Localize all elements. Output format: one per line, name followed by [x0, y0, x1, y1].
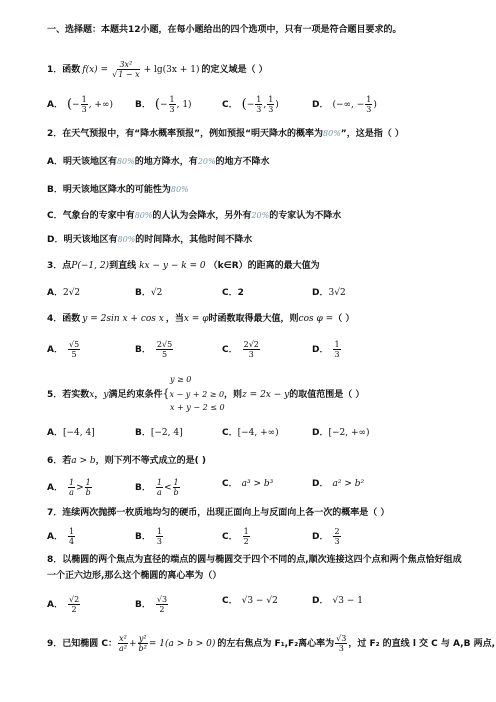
question-7-options	[47, 527, 467, 551]
section-title: 一、选择题：本题共12小题，在每小题给出的四个选项中，只有一项是符合题目要求的。	[47, 25, 402, 35]
question-8-line-1: 8．以椭圆的两个焦点为直径的端点的圆与椭圆交于四个不同的点,顺次连接这四个点和两个焦点恰好组成	[47, 555, 462, 565]
option-b[interactable]: B． $\frac{1}{3}$	[135, 527, 162, 546]
question-6: 6．若a > b，则下列不等式成立的是( )	[47, 456, 207, 466]
question-1-options	[47, 95, 467, 115]
option-c[interactable]: C． ( − $\frac{1}{3}$ , $\frac{1}{3}$ )	[222, 95, 279, 114]
option-b[interactable]: B． $\frac{2√5}{5}$	[135, 340, 173, 359]
question-8-options	[47, 595, 467, 619]
option-d[interactable]: D． 3√2	[312, 288, 346, 298]
constraint-3: x + y − 2 ≤ 0	[170, 403, 225, 412]
question-5-options	[47, 427, 467, 447]
constraint-1: y ≥ 0	[170, 375, 192, 384]
option-d[interactable]: D． (−∞, − $\frac{1}{3}$ )	[312, 95, 377, 114]
option-d[interactable]: D． $\frac{2}{3}$	[312, 527, 340, 546]
option-a[interactable]: A． $\frac{√5}{5}$	[47, 340, 80, 359]
option-c[interactable]: C． √3 − √2	[222, 596, 278, 606]
option-d[interactable]: D． [−2, +∞)	[312, 428, 370, 438]
question-9: 9．已知椭圆 C： $\frac{\text{x²}}{\text{a²}}$ + $\frac{\text{y²}}{\text{b²}}$ = 1(a > b > 0) 的左右焦点为 F₁,F₂离心率为 $\frac{√3}{3}$ ，过 F₂ 的直线 l 交 C 与 A,B 两点,	[47, 634, 496, 653]
question-3: 3．点P(−1, 2)到直线 kx − y − k = 0 （k∈R）的距离的最大值为	[47, 261, 320, 271]
question-4-options	[47, 340, 467, 364]
question-6-options	[47, 478, 467, 502]
option-b[interactable]: B． ( − $\frac{1}{3}$ , 1)	[135, 95, 192, 114]
question-2-option-c[interactable]: C．气象台的专家中有80%的人认为会降水，另外有20%的专家认为不降水	[47, 211, 342, 221]
option-d[interactable]: D． $\frac{1}{3}$	[312, 340, 340, 359]
option-b[interactable]: B． [−2, 4]	[135, 428, 183, 438]
option-b[interactable]: B． $\frac{√3}{2}$	[135, 595, 168, 614]
question-2-option-d[interactable]: D．明天该地区有80%的时间降水，其他时间不降水	[47, 235, 253, 245]
question-2-option-b[interactable]: B．明天该地区降水的可能性为80%	[47, 185, 189, 195]
watermark-percent: 80%	[323, 129, 341, 138]
option-a[interactable]: A． $\frac{1}{a}$ > $\frac{1}{b}$	[47, 478, 91, 497]
question-7: 7．连续两次抛掷一枚质地均匀的硬币，出现正面向上与反面向上各一次的概率是（ ）	[47, 508, 390, 518]
option-c[interactable]: C．2	[222, 288, 244, 298]
option-a[interactable]: A． [−4, 4]	[47, 428, 95, 438]
option-c[interactable]: C． $\frac{2√2}{3}$	[222, 340, 259, 359]
option-a[interactable]: A． $\frac{√2}{2}$	[47, 595, 80, 614]
question-2: 2．在天气预报中，有“降水概率预报”，例如预报“明天降水的概率为80%”，这是指（ ）	[47, 129, 404, 139]
question-3-options	[47, 287, 467, 307]
option-a[interactable]: A． 2√2	[47, 288, 81, 298]
option-d[interactable]: D． a² > b²	[312, 479, 365, 489]
option-c[interactable]: C． $\frac{1}{2}$	[222, 527, 249, 546]
option-b[interactable]: B． $\frac{1}{a}$ < $\frac{1}{b}$	[135, 478, 179, 497]
option-c[interactable]: C． [−4, +∞)	[222, 428, 279, 438]
option-d[interactable]: D． √3 − 1	[312, 596, 363, 606]
option-a[interactable]: A． $\frac{1}{4}$	[47, 527, 75, 546]
option-a[interactable]: A． ( − $\frac{1}{3}$ , +∞)	[47, 95, 113, 114]
question-5: 5．若实数x，y满足约束条件{x − y + 2 ≥ 0，则z = 2x − y的取值范围是（ ）	[47, 387, 365, 400]
question-4: 4．函数 y = 2sin x + cos x ，当x = φ时函数取得最大值，则cos φ =（ ）	[47, 314, 355, 324]
option-c[interactable]: C． a³ > b³	[222, 479, 274, 489]
question-1: 1．函数 f(x) = $\frac{\text{3x²}}{√1 - x}$ + lg(3x + 1) 的定义域是（ ）	[47, 60, 268, 79]
question-8-line-2: 一个正六边形,那么这个椭圆的离心率为（）	[47, 571, 222, 581]
option-b[interactable]: B． √2	[135, 288, 163, 298]
question-2-option-a[interactable]: A．明天该地区有80%的地方降水，有20%的地方不降水	[47, 157, 270, 167]
